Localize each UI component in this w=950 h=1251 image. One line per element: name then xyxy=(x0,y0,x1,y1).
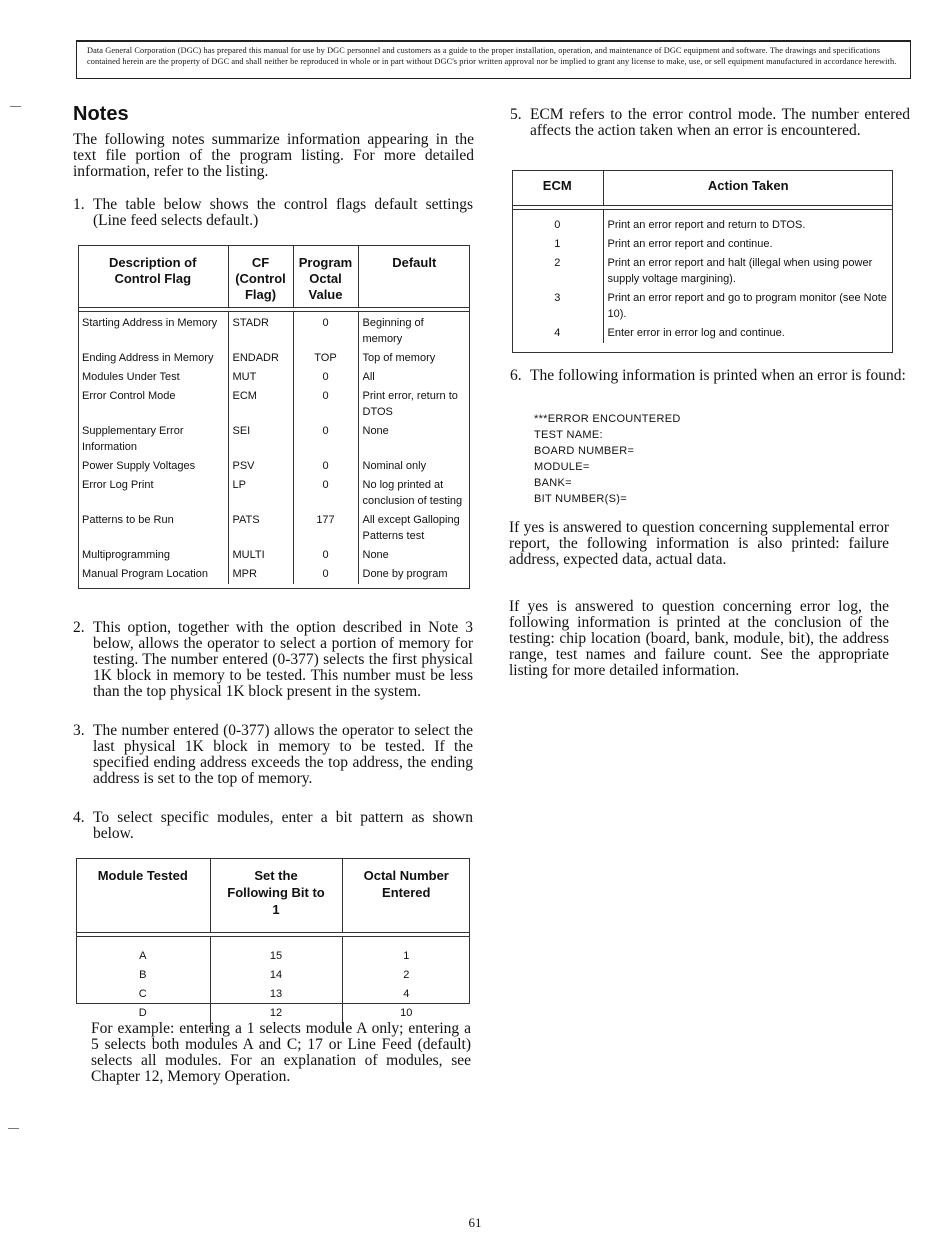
table-cell: 0 xyxy=(293,457,358,476)
table-row xyxy=(78,565,470,584)
table-cell: Print an error report and halt (illegal when using power supply voltage margining). xyxy=(603,254,893,289)
table-cell: All except Galloping Patterns test xyxy=(358,511,470,546)
column-header: Default xyxy=(358,245,470,308)
note-number: 5. xyxy=(510,106,522,123)
table-cell: 2 xyxy=(554,257,561,269)
error-report-sample xyxy=(534,411,681,507)
table-row xyxy=(512,324,893,343)
table-cell: Top of memory xyxy=(358,349,470,368)
column-header: Action Taken xyxy=(603,170,893,206)
table-row xyxy=(76,937,470,967)
error-log-paragraph xyxy=(509,599,889,679)
column-header: Octal Number Entered xyxy=(342,858,470,933)
table-cell: Starting Address in Memory xyxy=(82,317,218,329)
table-cell: 0 xyxy=(293,565,358,584)
table-cell: B xyxy=(139,969,147,981)
error-line: BANK= xyxy=(534,477,572,489)
table-cell: C xyxy=(138,988,147,1000)
table-row xyxy=(78,476,470,511)
column-header: CF (Control Flag) xyxy=(228,245,293,308)
table-row xyxy=(76,966,470,985)
error-line: MODULE= xyxy=(534,461,590,473)
intro-text: The following notes summarize information appearing in the text file portion of the program listing. For more detailed information, refer to the listing. xyxy=(73,131,474,180)
table-cell: A xyxy=(139,950,147,962)
table-row xyxy=(78,314,470,349)
table-cell: MPR xyxy=(228,565,293,584)
example-text: For example: entering a 1 selects module A only; entering a 5 selects both modules A and C; 17 or Line Feed (default) selects all modules. For an explanation of modules, see Chapter 12, Memory Operation. xyxy=(91,1020,471,1085)
table-cell: Print an error report and continue. xyxy=(603,235,893,254)
copyright-notice: Data General Corporation (DGC) has prepared this manual for use by DGC personnel and customers as a guide to the proper installation, operation, and maintenance of DGC equipment and software. The drawings and specifications contained herein are the property of DGC and shall neither be reproduced in whole or in part without DGC's prior written approval nor be implied to grant any license to make, use, or sell equipment manufactured in accordance herewith. xyxy=(76,40,911,79)
table-cell: 0 xyxy=(293,476,358,511)
table-cell: All xyxy=(358,368,470,387)
supplemental-text: If yes is answered to question concerning supplemental error report, the following information is also printed: failure address, expected data, actual data. xyxy=(509,519,889,568)
column-header: ECM xyxy=(542,178,572,193)
ecm-table xyxy=(512,170,893,343)
supplemental-paragraph xyxy=(509,520,889,568)
table-row xyxy=(78,387,470,422)
table-cell: Supplementary Error Information xyxy=(82,425,184,453)
column-header: Description of Control Flag xyxy=(109,255,197,286)
column-header: Program Octal Value xyxy=(293,245,358,308)
table-cell: 13 xyxy=(210,985,342,1004)
table-cell: 0 xyxy=(293,546,358,565)
table-cell: 3 xyxy=(554,292,561,304)
note-number: 2. xyxy=(73,619,85,636)
table-cell: 1 xyxy=(554,238,561,250)
note-number: 4. xyxy=(73,809,85,826)
table-cell: Print an error report and return to DTOS. xyxy=(603,216,893,235)
table-cell: Manual Program Location xyxy=(82,568,208,580)
table-cell: Enter error in error log and continue. xyxy=(603,324,893,343)
table-cell: ECM xyxy=(228,387,293,422)
table-cell: 14 xyxy=(210,966,342,985)
table-cell: Done by program xyxy=(358,565,470,584)
error-line: ***ERROR ENCOUNTERED xyxy=(534,413,681,425)
column-header: Module Tested xyxy=(97,868,188,883)
table-cell: PSV xyxy=(228,457,293,476)
table-cell: Print error, return to DTOS xyxy=(358,387,470,422)
table-cell: MULTI xyxy=(228,546,293,565)
module-select-table xyxy=(76,858,470,1031)
table-cell: Patterns to be Run xyxy=(82,514,174,526)
table-cell: 0 xyxy=(554,219,561,231)
table-cell: 0 xyxy=(293,422,358,457)
note-number: 6. xyxy=(510,367,522,384)
note-number: 3. xyxy=(73,722,85,739)
intro-paragraph xyxy=(73,132,474,180)
table-row xyxy=(78,349,470,368)
note-text: To select specific modules, enter a bit pattern as shown below. xyxy=(93,809,473,842)
table-row xyxy=(78,368,470,387)
note-number: 1. xyxy=(73,196,85,213)
table-cell: 15 xyxy=(210,937,342,967)
table-cell: PATS xyxy=(228,511,293,546)
example-paragraph xyxy=(91,1021,471,1085)
table-cell: None xyxy=(358,422,470,457)
error-line: BIT NUMBER(S)= xyxy=(534,493,627,505)
note-text: ECM refers to the error control mode. The number entered affects the action taken when an error is encountered. xyxy=(530,106,910,139)
table-cell: ENDADR xyxy=(228,349,293,368)
table-row xyxy=(512,254,893,289)
table-row xyxy=(512,289,893,324)
table-cell: Beginning of memory xyxy=(358,314,470,349)
table-cell: 12 xyxy=(210,1004,342,1031)
table-cell: D xyxy=(138,1007,147,1019)
page-number: 61 xyxy=(468,1215,482,1230)
error-line: BOARD NUMBER= xyxy=(534,445,635,457)
table-cell: Error Control Mode xyxy=(82,390,176,402)
table-cell: 177 xyxy=(293,511,358,546)
table-cell: 4 xyxy=(554,327,561,339)
table-cell: LP xyxy=(228,476,293,511)
table-cell: 2 xyxy=(342,966,470,985)
table-row xyxy=(78,457,470,476)
note-text: The following information is printed when an error is found: xyxy=(530,367,906,384)
table-cell: None xyxy=(358,546,470,565)
table-cell: 10 xyxy=(342,1004,470,1031)
table-cell: Power Supply Voltages xyxy=(82,460,196,472)
table-cell: Nominal only xyxy=(358,457,470,476)
table-cell: Multiprogramming xyxy=(82,549,171,561)
error-log-text: If yes is answered to question concerning error log, the following information is printed at the conclusion of the testing: chip location (board, bank, module, bit), the address range, test names and failure count. See the appropriate listing for more detailed information. xyxy=(509,598,889,679)
note-text: The table below shows the control flags default settings (Line feed selects default.) xyxy=(93,196,473,229)
table-cell: 0 xyxy=(293,368,358,387)
table-cell: 4 xyxy=(342,985,470,1004)
table-cell: Error Log Print xyxy=(82,479,154,491)
table-cell: No log printed at conclusion of testing xyxy=(358,476,470,511)
table-row xyxy=(78,546,470,565)
margin-mark-bottom xyxy=(8,1128,19,1129)
table-row xyxy=(76,985,470,1004)
page-title: Notes xyxy=(73,103,129,125)
table-cell: 0 xyxy=(293,314,358,349)
column-header: Set the Following Bit to 1 xyxy=(210,858,342,933)
note-text: The number entered (0-377) allows the operator to select the last physical 1K block in memory to be tested. If the specified ending address exceeds the top address, the ending address is set to the top of memory. xyxy=(93,722,473,787)
table-cell: Modules Under Test xyxy=(82,371,180,383)
table-row xyxy=(78,511,470,546)
table-cell: SEI xyxy=(228,422,293,457)
table-cell: MUT xyxy=(228,368,293,387)
margin-mark-top xyxy=(10,106,21,107)
error-line: TEST NAME: xyxy=(534,429,603,441)
table-row xyxy=(512,235,893,254)
table-row xyxy=(78,422,470,457)
table-cell: TOP xyxy=(293,349,358,368)
control-flags-table xyxy=(78,245,470,584)
table-row xyxy=(512,216,893,235)
table-cell: STADR xyxy=(228,314,293,349)
table-cell: Print an error report and go to program monitor (see Note 10). xyxy=(603,289,893,324)
note-text: This option, together with the option described in Note 3 below, allows the operator to select a portion of memory for testing. The number entered (0-377) selects the first physical 1K block in memory to be tested. This number must be less than the top physical 1K block present in the system. xyxy=(93,619,473,700)
table-cell: 0 xyxy=(293,387,358,422)
table-cell: Ending Address in Memory xyxy=(82,352,214,364)
table-cell: 1 xyxy=(342,937,470,967)
